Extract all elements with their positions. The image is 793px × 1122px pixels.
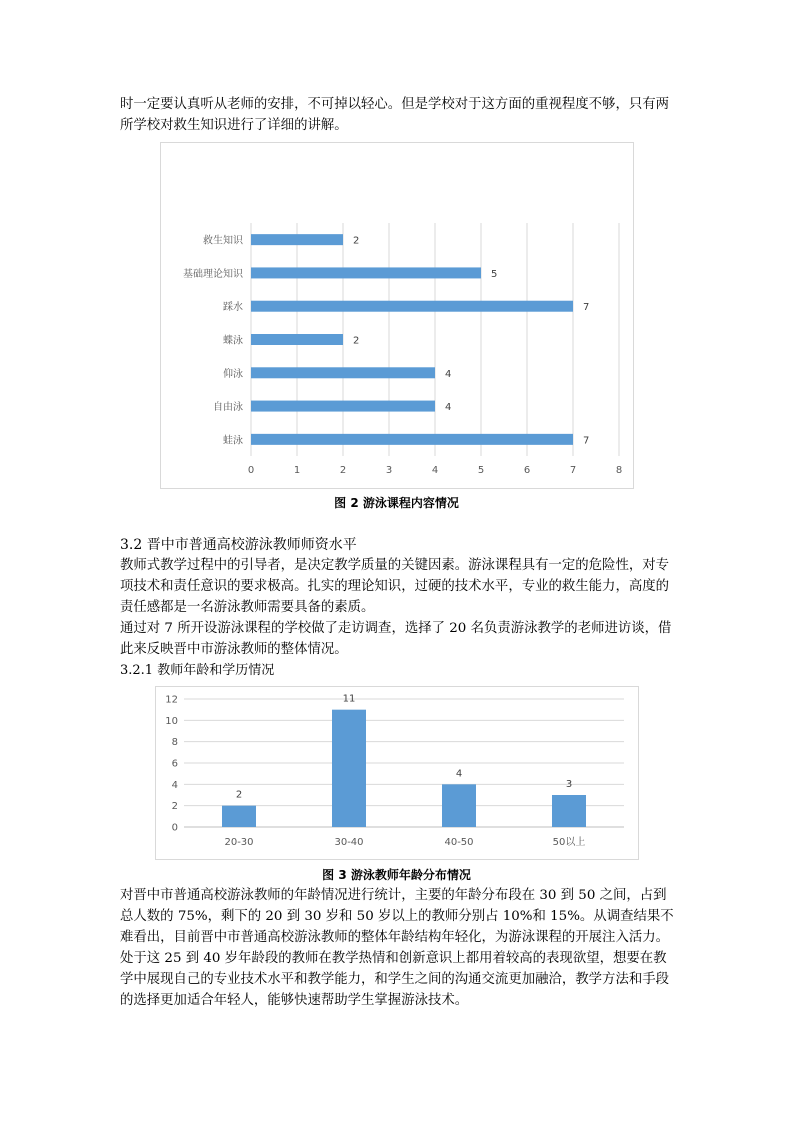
column-bar — [332, 710, 366, 827]
bar-value-label: 7 — [583, 435, 590, 447]
x-category-label: 30-40 — [334, 837, 364, 848]
section-heading-3-2-1: 3.2.1 教师年龄和学历情况 — [120, 663, 275, 678]
course-content-bar-chart — [161, 143, 633, 488]
y-category-label: 仰泳 — [223, 368, 243, 380]
bar — [251, 401, 435, 412]
bar — [251, 367, 435, 378]
figure-2-caption: 图 2 游泳课程内容情况 — [334, 496, 459, 510]
x-tick-label: 7 — [569, 465, 577, 476]
x-tick-label: 2 — [339, 465, 347, 476]
bar — [251, 334, 343, 345]
x-category-label: 40-50 — [444, 837, 474, 848]
chart-frame-course-content — [160, 142, 634, 489]
column-bar — [222, 806, 256, 827]
bar-value-label: 2 — [353, 335, 360, 347]
teacher-age-bar-chart — [156, 687, 638, 859]
y-tick-label: 6 — [171, 758, 178, 770]
x-tick-label: 0 — [247, 465, 255, 476]
bar-value-label: 4 — [445, 402, 452, 414]
x-tick-label: 3 — [385, 465, 393, 476]
column-bar — [442, 784, 476, 827]
column-value-label: 2 — [235, 789, 243, 801]
bar — [251, 234, 343, 245]
x-tick-label: 1 — [293, 465, 301, 476]
y-tick-label: 2 — [171, 801, 178, 813]
y-category-label: 自由泳 — [213, 402, 243, 414]
figure-3-caption: 图 3 游泳教师年龄分布情况 — [322, 868, 471, 882]
intro-paragraph: 时一定要认真听从老师的安排，不可掉以轻心。但是学校对于这方面的重视程度不够，只有两所学校对救生知识进行了详细的讲解。 — [120, 97, 670, 133]
y-tick-label: 10 — [165, 715, 178, 727]
x-category-label: 20-30 — [224, 837, 254, 848]
bar — [251, 267, 481, 278]
bar-value-label: 4 — [445, 368, 452, 380]
column-value-label: 4 — [455, 768, 463, 780]
bar-value-label: 2 — [353, 235, 360, 247]
y-category-label: 蛙泳 — [223, 435, 243, 447]
column-bar — [552, 795, 586, 827]
x-tick-label: 6 — [523, 465, 531, 476]
column-value-label: 11 — [342, 693, 356, 705]
bar — [251, 434, 573, 445]
y-category-label: 踩水 — [223, 302, 243, 314]
y-tick-label: 8 — [171, 737, 178, 749]
bar-value-label: 5 — [491, 268, 498, 280]
y-category-label: 基础理论知识 — [183, 268, 243, 280]
x-category-label: 50以上 — [552, 837, 586, 848]
age-analysis-paragraph: 对晋中市普通高校游泳教师的年龄情况进行统计，主要的年龄分布段在 30 到 50 之间，占到总人数的 75%，剩下的 20 到 30 岁和 50 岁以上的教师分别占 10%和 15%。从调查结果不难看出，目前晋中市普通高校游泳教师的整体年龄结构年轻化，为游泳课程的开展注入活力。处于这 25 到 40 岁年龄段的教师在教学热情和创新意识上都用着较高的表现欲望，想要在教学中展现自己的专业技术水平和教学能力，和学生之间的沟通交流更加融洽，教学方法和手段的选择更加适合年轻人，能够快速帮助学生掌握游泳技术。 — [120, 888, 674, 1008]
x-tick-label: 5 — [477, 465, 485, 476]
y-tick-label: 0 — [171, 822, 178, 834]
y-category-label: 救生知识 — [203, 235, 243, 247]
x-tick-label: 8 — [615, 465, 623, 476]
section-heading-3-2: 3.2 晋中市普通高校游泳教师师资水平 — [120, 537, 357, 553]
chart-frame-teacher-age — [155, 686, 639, 860]
y-category-label: 蝶泳 — [223, 335, 243, 347]
bar — [251, 301, 573, 312]
column-value-label: 3 — [565, 779, 573, 790]
teacher-role-paragraph: 教师式教学过程中的引导者，是决定教学质量的关键因素。游泳课程具有一定的危险性，对专项技术和责任意识的要求极高。扎实的理论知识，过硬的技术水平，专业的救生能力，高度的责任感都是一名游泳教师需要具备的素质。 — [120, 558, 670, 615]
x-tick-label: 4 — [431, 465, 439, 476]
y-tick-label: 12 — [165, 694, 178, 706]
bar-value-label: 7 — [583, 302, 590, 314]
y-tick-label: 4 — [171, 779, 178, 791]
survey-method-paragraph: 通过对 7 所开设游泳课程的学校做了走访调查，选择了 20 名负责游泳教学的老师进访谈，借此来反映晋中市游泳教师的整体情况。 — [120, 621, 672, 657]
